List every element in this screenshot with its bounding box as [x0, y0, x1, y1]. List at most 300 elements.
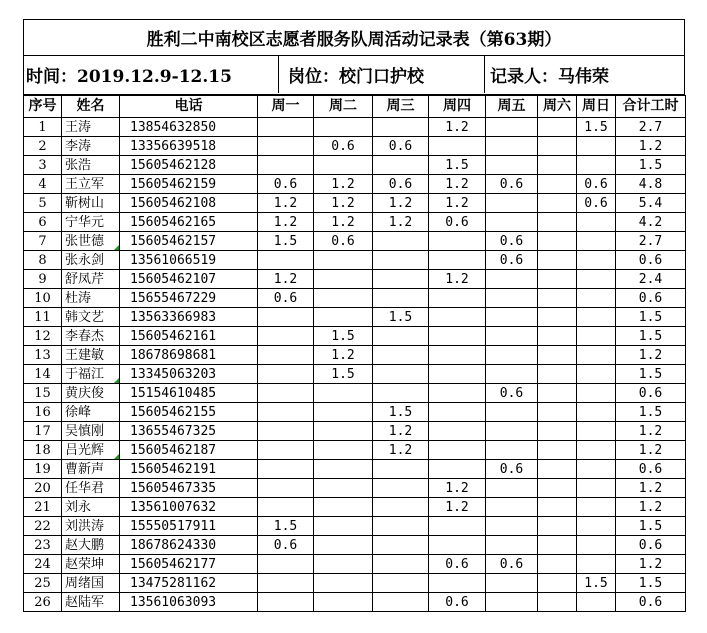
row-number [24, 403, 62, 422]
row-number [24, 194, 62, 213]
column-header: 序号 [24, 96, 62, 118]
sun-hours [577, 574, 616, 593]
table-row [24, 422, 686, 441]
sat-hours [538, 555, 577, 574]
row-number-text: 2 [38, 138, 47, 154]
volunteer-name [62, 346, 120, 365]
row-number [24, 156, 62, 175]
phone-number-text: 15605462128 [130, 157, 217, 173]
fri-hours [486, 422, 538, 441]
mon-hours [258, 213, 314, 232]
mon-hours [258, 194, 314, 213]
phone-number-text: 13561063093 [130, 594, 217, 610]
total-hours [616, 536, 686, 555]
mon-hours-text: 1.5 [273, 518, 298, 534]
table-row [24, 232, 686, 251]
wed-hours [373, 555, 429, 574]
volunteer-name-text: 宁华元 [65, 214, 105, 230]
phone-number [120, 346, 258, 365]
thu-hours [429, 156, 486, 175]
header-row [24, 96, 686, 118]
volunteer-name-text: 李涛 [65, 138, 92, 154]
total-hours [616, 232, 686, 251]
total-hours [616, 137, 686, 156]
row-number [24, 422, 62, 441]
wed-hours [373, 593, 429, 612]
thu-hours [429, 308, 486, 327]
phone-number-text: 15605462161 [130, 328, 217, 344]
sun-hours [577, 365, 616, 384]
total-hours [616, 498, 686, 517]
phone-number [120, 384, 258, 403]
thu-hours [429, 365, 486, 384]
thu-hours-text: 0.6 [445, 556, 469, 572]
sun-hours [577, 441, 616, 460]
mon-hours [258, 574, 314, 593]
volunteer-name-text: 任华君 [65, 480, 105, 496]
mon-hours [258, 555, 314, 574]
sat-hours [538, 194, 577, 213]
row-number-text: 9 [38, 271, 47, 287]
thu-hours-text: 1.2 [445, 499, 469, 515]
total-hours-text: 5.4 [638, 195, 663, 211]
phone-number-text: 18678624330 [130, 537, 217, 553]
fri-hours [486, 175, 538, 194]
wed-hours [373, 517, 429, 536]
sat-hours [538, 308, 577, 327]
phone-number-text: 15605462177 [130, 556, 217, 572]
sun-hours [577, 346, 616, 365]
table-row [24, 441, 686, 460]
mon-hours-text: 1.2 [273, 214, 298, 230]
tue-hours-text: 0.6 [331, 233, 355, 249]
mon-hours [258, 156, 314, 175]
total-hours-text: 1.2 [638, 442, 663, 458]
column-header: 周三 [373, 96, 429, 118]
thu-hours [429, 384, 486, 403]
fri-hours [486, 118, 538, 137]
table-row [24, 517, 686, 536]
total-hours-text: 0.6 [638, 461, 663, 477]
tue-hours [314, 574, 373, 593]
tue-hours [314, 593, 373, 612]
sat-hours [538, 346, 577, 365]
thu-hours [429, 251, 486, 270]
fri-hours-text: 0.6 [499, 385, 524, 401]
tue-hours [314, 555, 373, 574]
wed-hours-text: 1.2 [388, 442, 413, 458]
mon-hours [258, 232, 314, 251]
phone-number-text: 15605462108 [130, 195, 217, 211]
info-row [23, 56, 685, 95]
total-hours [616, 327, 686, 346]
sat-hours [538, 270, 577, 289]
tue-hours [314, 194, 373, 213]
phone-number-text: 13655467325 [130, 423, 217, 439]
tue-hours [314, 460, 373, 479]
thu-hours [429, 270, 486, 289]
row-number [24, 498, 62, 517]
fri-hours [486, 251, 538, 270]
table-row [24, 194, 686, 213]
sat-hours [538, 441, 577, 460]
wed-hours-text: 1.5 [388, 309, 413, 325]
volunteer-name-text: 周绪国 [65, 575, 105, 591]
volunteer-name-text: 吴慎刚 [65, 423, 105, 439]
mon-hours-text: 0.6 [273, 537, 298, 553]
tue-hours-text: 1.2 [331, 195, 355, 211]
phone-number [120, 308, 258, 327]
volunteer-name-text: 王建敏 [65, 347, 105, 363]
phone-number [120, 517, 258, 536]
total-hours [616, 460, 686, 479]
phone-number-text: 15655467229 [130, 290, 217, 306]
column-header: 周一 [258, 96, 314, 118]
sun-hours [577, 194, 616, 213]
fri-hours [486, 232, 538, 251]
total-hours-text: 1.5 [638, 518, 663, 534]
volunteer-name-text: 张浩 [65, 157, 92, 173]
table-row [24, 593, 686, 612]
mon-hours [258, 175, 314, 194]
tue-hours-text: 1.2 [331, 347, 355, 363]
phone-number [120, 175, 258, 194]
tue-hours-text: 1.2 [331, 214, 355, 230]
volunteer-name [62, 156, 120, 175]
row-number [24, 289, 62, 308]
wed-hours [373, 175, 429, 194]
volunteer-name-text: 舒凤芹 [65, 271, 105, 287]
column-header: 姓名 [62, 96, 120, 118]
total-hours-text: 0.6 [638, 290, 663, 306]
total-hours-text: 2.7 [638, 233, 663, 249]
total-hours-text: 0.6 [638, 537, 663, 553]
volunteer-name-text: 徐峰 [65, 404, 92, 420]
phone-number-text: 15550517911 [130, 518, 217, 534]
wed-hours [373, 118, 429, 137]
phone-number [120, 460, 258, 479]
tue-hours [314, 327, 373, 346]
sun-hours [577, 289, 616, 308]
thu-hours [429, 232, 486, 251]
fri-hours [486, 327, 538, 346]
tue-hours-text: 1.5 [331, 328, 355, 344]
wed-hours [373, 156, 429, 175]
total-hours [616, 517, 686, 536]
total-hours [616, 555, 686, 574]
phone-number [120, 270, 258, 289]
mon-hours [258, 365, 314, 384]
volunteer-name [62, 498, 120, 517]
wed-hours [373, 384, 429, 403]
tue-hours-text: 0.6 [331, 138, 355, 154]
sat-hours [538, 384, 577, 403]
thu-hours [429, 137, 486, 156]
column-header: 合计工时 [616, 96, 686, 118]
wed-hours [373, 270, 429, 289]
fri-hours [486, 498, 538, 517]
sun-hours [577, 479, 616, 498]
fri-hours [486, 270, 538, 289]
table-row [24, 479, 686, 498]
wed-hours-text: 0.6 [388, 138, 413, 154]
record-sheet [23, 19, 685, 612]
tue-hours [314, 308, 373, 327]
phone-number-text: 13563366983 [130, 309, 217, 325]
wed-hours [373, 308, 429, 327]
total-hours [616, 118, 686, 137]
sat-hours [538, 327, 577, 346]
fri-hours [486, 137, 538, 156]
fri-hours [486, 289, 538, 308]
table-row [24, 308, 686, 327]
total-hours [616, 156, 686, 175]
fri-hours [486, 365, 538, 384]
volunteer-name [62, 403, 120, 422]
phone-number-text: 13475281162 [130, 575, 217, 591]
sun-hours [577, 270, 616, 289]
total-hours [616, 441, 686, 460]
tue-hours [314, 213, 373, 232]
row-number [24, 593, 62, 612]
volunteer-name-text: 赵陆军 [65, 594, 105, 610]
volunteer-name-text: 王立军 [65, 176, 105, 192]
phone-number [120, 555, 258, 574]
total-hours [616, 346, 686, 365]
wed-hours [373, 422, 429, 441]
table-row [24, 498, 686, 517]
row-number-text: 26 [34, 594, 51, 610]
mon-hours-text: 1.2 [273, 271, 298, 287]
phone-number-text: 15605462155 [130, 404, 217, 420]
row-number [24, 441, 62, 460]
sun-hours [577, 308, 616, 327]
total-hours-text: 2.7 [638, 119, 663, 135]
row-number-text: 3 [38, 157, 47, 173]
thu-hours [429, 213, 486, 232]
fri-hours [486, 479, 538, 498]
table-row [24, 327, 686, 346]
row-number [24, 137, 62, 156]
row-number [24, 536, 62, 555]
column-header: 周日 [577, 96, 616, 118]
volunteer-name [62, 194, 120, 213]
wed-hours [373, 232, 429, 251]
volunteer-name-text: 杜涛 [65, 290, 92, 306]
sun-hours [577, 536, 616, 555]
mon-hours [258, 118, 314, 137]
sat-hours [538, 118, 577, 137]
mon-hours [258, 498, 314, 517]
mon-hours-text: 1.5 [273, 233, 298, 249]
column-header: 周五 [486, 96, 538, 118]
total-hours-text: 1.5 [638, 309, 663, 325]
row-number-text: 10 [34, 290, 51, 306]
sat-hours [538, 593, 577, 612]
total-hours [616, 574, 686, 593]
row-number [24, 384, 62, 403]
thu-hours-text: 1.2 [445, 271, 469, 287]
sat-hours [538, 574, 577, 593]
table-row [24, 289, 686, 308]
row-number [24, 308, 62, 327]
wed-hours [373, 194, 429, 213]
phone-number [120, 251, 258, 270]
volunteer-name-text: 张世德 [65, 233, 105, 249]
volunteer-name [62, 251, 120, 270]
row-number-text: 25 [34, 575, 51, 591]
table-row [24, 384, 686, 403]
row-number [24, 270, 62, 289]
total-hours [616, 270, 686, 289]
volunteer-name-text: 黄庆俊 [65, 385, 105, 401]
mon-hours [258, 327, 314, 346]
table-row [24, 574, 686, 593]
thu-hours [429, 327, 486, 346]
wed-hours [373, 251, 429, 270]
sun-hours [577, 498, 616, 517]
table-row [24, 156, 686, 175]
sun-hours-text: 0.6 [584, 176, 608, 192]
phone-number [120, 232, 258, 251]
row-number-text: 17 [34, 423, 51, 439]
mon-hours [258, 251, 314, 270]
sat-hours [538, 232, 577, 251]
volunteer-name [62, 517, 120, 536]
table-row [24, 403, 686, 422]
volunteer-name-text: 刘洪涛 [65, 518, 105, 534]
sun-hours-text: 1.5 [584, 575, 608, 591]
mon-hours [258, 308, 314, 327]
sun-hours [577, 384, 616, 403]
volunteer-name-text: 张永剑 [65, 252, 105, 268]
volunteer-name [62, 460, 120, 479]
fri-hours-text: 0.6 [499, 461, 524, 477]
row-number [24, 460, 62, 479]
tue-hours [314, 118, 373, 137]
volunteer-name-text: 李春杰 [65, 328, 105, 344]
sat-hours [538, 498, 577, 517]
volunteer-name-text: 赵荣坤 [65, 556, 105, 572]
phone-number-text: 15605467335 [130, 480, 217, 496]
mon-hours [258, 289, 314, 308]
sat-hours [538, 422, 577, 441]
thu-hours [429, 517, 486, 536]
mon-hours [258, 270, 314, 289]
row-number [24, 479, 62, 498]
table-row [24, 346, 686, 365]
mon-hours [258, 593, 314, 612]
phone-number [120, 479, 258, 498]
total-hours-text: 0.6 [638, 385, 663, 401]
sun-hours [577, 251, 616, 270]
tue-hours [314, 156, 373, 175]
thu-hours-text: 1.5 [445, 157, 469, 173]
wed-hours [373, 137, 429, 156]
sun-hours-text: 0.6 [584, 195, 608, 211]
sat-hours [538, 365, 577, 384]
phone-number-text: 13561066519 [130, 252, 217, 268]
fri-hours [486, 441, 538, 460]
volunteer-name-text: 吕光辉 [65, 442, 105, 458]
row-number-text: 20 [34, 480, 51, 496]
total-hours [616, 251, 686, 270]
wed-hours [373, 460, 429, 479]
sun-hours-text: 1.5 [584, 119, 608, 135]
mon-hours [258, 536, 314, 555]
mon-hours [258, 460, 314, 479]
row-number-text: 5 [38, 195, 47, 211]
sat-hours [538, 251, 577, 270]
fri-hours [486, 384, 538, 403]
total-hours-text: 1.2 [638, 138, 663, 154]
total-hours-text: 2.4 [638, 271, 663, 287]
fri-hours [486, 213, 538, 232]
wed-hours [373, 574, 429, 593]
total-hours [616, 593, 686, 612]
tue-hours [314, 517, 373, 536]
thu-hours [429, 498, 486, 517]
phone-number [120, 118, 258, 137]
volunteer-name [62, 593, 120, 612]
fri-hours-text: 0.6 [499, 556, 524, 572]
wed-hours [373, 327, 429, 346]
volunteer-name [62, 536, 120, 555]
table-body [24, 118, 686, 612]
phone-number [120, 403, 258, 422]
thu-hours-text: 1.2 [445, 119, 469, 135]
row-number [24, 555, 62, 574]
fri-hours [486, 593, 538, 612]
sat-hours [538, 156, 577, 175]
column-header: 周二 [314, 96, 373, 118]
row-number-text: 23 [34, 537, 51, 553]
total-hours-text: 1.5 [638, 366, 663, 382]
sat-hours [538, 517, 577, 536]
thu-hours [429, 555, 486, 574]
sun-hours [577, 460, 616, 479]
row-number [24, 251, 62, 270]
volunteer-name [62, 479, 120, 498]
row-number-text: 15 [34, 385, 51, 401]
time-field: 时间：2019.12.9-12.15 [26, 67, 232, 87]
sun-hours [577, 593, 616, 612]
table-row [24, 536, 686, 555]
wed-hours [373, 441, 429, 460]
row-number-text: 13 [34, 347, 51, 363]
tue-hours [314, 232, 373, 251]
mon-hours [258, 441, 314, 460]
volunteer-name [62, 137, 120, 156]
wed-hours [373, 346, 429, 365]
mon-hours-text: 0.6 [273, 176, 298, 192]
activity-table [23, 95, 686, 612]
tue-hours [314, 536, 373, 555]
fri-hours [486, 403, 538, 422]
total-hours-text: 4.8 [638, 176, 663, 192]
mon-hours [258, 403, 314, 422]
tue-hours-text: 1.5 [331, 366, 355, 382]
sat-hours [538, 289, 577, 308]
tue-hours [314, 137, 373, 156]
volunteer-name-text: 韩文艺 [65, 309, 105, 325]
row-number-text: 24 [34, 556, 51, 572]
tue-hours [314, 175, 373, 194]
wed-hours [373, 213, 429, 232]
fri-hours-text: 0.6 [499, 252, 524, 268]
wed-hours-text: 1.2 [388, 195, 413, 211]
tue-hours [314, 289, 373, 308]
